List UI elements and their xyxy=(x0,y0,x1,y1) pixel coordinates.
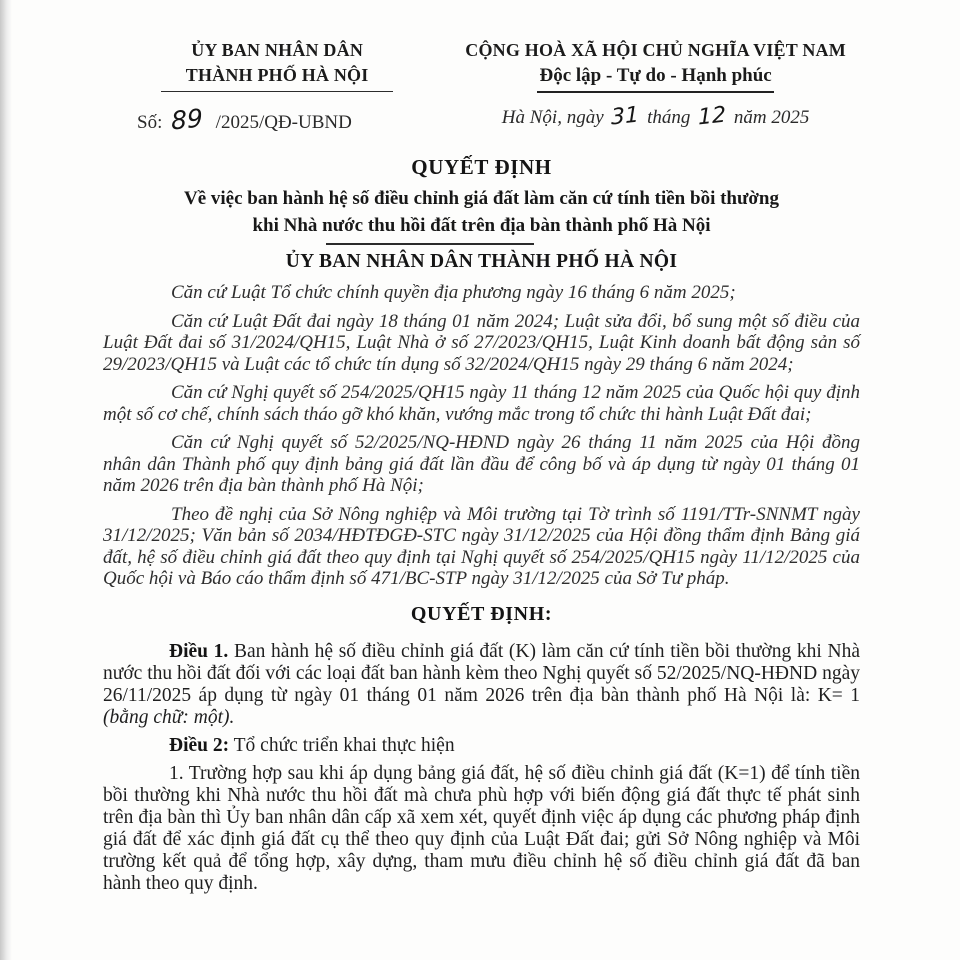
preamble-paragraph: Căn cứ Nghị quyết số 52/2025/NQ-HĐND ngày 26 tháng 11 năm 2025 của Hội đồng nhân dân Thành phố quy định bảng giá đất lần đầu để công bố và áp dụng từ ngày 01 tháng 01 năm 2026 trên địa bàn thành phố Hà Nội; xyxy=(103,432,860,496)
dateline-suffix: năm 2025 xyxy=(733,107,810,128)
document-type-title: QUYẾT ĐỊNH xyxy=(411,155,552,179)
article-1-label: Điều 1. xyxy=(169,640,229,662)
subject-separator-rule xyxy=(326,243,534,245)
article-1-italic-note: (bằng chữ: một). xyxy=(103,706,235,728)
preamble-paragraph: Căn cứ Nghị quyết số 254/2025/QH15 ngày 11 tháng 12 năm 2025 của Quốc hội quy định một số cơ chế, chính sách tháo gỡ khó khăn, vướng mắc trong tổ chức thi hành Luật Đất đai; xyxy=(103,382,860,425)
date-day-handwritten: 31 xyxy=(611,102,640,131)
dateline xyxy=(451,102,860,131)
issuing-authority-block xyxy=(103,38,451,134)
article-1-text: Ban hành hệ số điều chỉnh giá đất (K) làm căn cứ tính tiền bồi thường khi Nhà nước thu hồi đất đối với các loại đất ban hành kèm theo Nghị quyết số 52/2025/NQ-HĐND ngày 26/11/2025 áp dụng từ ngày 01 tháng 01 năm 2026 trên địa bàn thành phố Hà Nội là: K= 1 xyxy=(103,640,860,706)
motto-line1: CỘNG HOÀ XÃ HỘI CHỦ NGHĨA VIỆT NAM xyxy=(465,40,846,60)
subject-line1: Về việc ban hành hệ số điều chỉnh giá đất làm căn cứ tính tiền bồi thường xyxy=(184,188,779,209)
date-month-handwritten: 12 xyxy=(697,102,727,131)
subject-line2: khi Nhà nước thu hồi đất trên địa bàn thành phố Hà Nội xyxy=(252,215,711,236)
document-number-handwritten: 89 xyxy=(170,103,204,136)
deciding-authority: ỦY BAN NHÂN DÂN THÀNH PHỐ HÀ NỘI xyxy=(285,251,678,272)
motto-line2: Độc lập - Tự do - Hạnh phúc xyxy=(537,63,773,93)
national-motto-block xyxy=(451,38,860,134)
preamble-paragraph: Căn cứ Luật Tổ chức chính quyền địa phương ngày 16 tháng 6 năm 2025; xyxy=(171,282,736,303)
dateline-prefix: Hà Nội, ngày xyxy=(501,107,604,128)
preamble-paragraph: Căn cứ Luật Đất đai ngày 18 tháng 01 năm 2024; Luật sửa đổi, bổ sung một số điều của Luật Đất đai số 31/2024/QH15, Luật Nhà ở số 27/2023/QH15, Luật Kinh doanh bất động sản số 29/2023/QH15 và Luật các tổ chức tín dụng số 32/2024/QH15 ngày 29 tháng 6 năm 2024; xyxy=(103,310,860,375)
article-2-text: Tổ chức triển khai thực hiện xyxy=(229,734,455,756)
document-number-line xyxy=(103,103,451,136)
preamble-paragraph: Theo đề nghị của Sở Nông nghiệp và Môi trường tại Tờ trình số 1191/TTr-SNNMT ngày 31/12/2025; Văn bản số 2034/HĐTĐGĐ-STC ngày 31/12/2025 của Hội đồng thẩm định Bảng giá đất, hệ số điều chỉnh giá đất theo quy định tại Nghị quyết số 254/2025/QH15 ngày 11/12/2025 của Quốc hội và Báo cáo thẩm định số 471/BC-STP ngày 31/12/2025 của Sở Tư pháp. xyxy=(103,503,860,589)
issuer-name-line1: ỦY BAN NHÂN DÂN xyxy=(191,40,364,60)
document-content xyxy=(103,38,860,901)
issuer-underline xyxy=(161,91,393,92)
document-subject xyxy=(103,185,860,239)
document-header xyxy=(103,38,860,134)
article-1 xyxy=(103,641,860,729)
dateline-mid: tháng xyxy=(647,107,691,128)
article-2 xyxy=(103,735,860,757)
scan-left-edge xyxy=(0,0,12,960)
document-number-label: Số: xyxy=(137,112,163,133)
issuer-name-line2: THÀNH PHỐ HÀ NỘI xyxy=(185,65,369,85)
decree-heading: QUYẾT ĐỊNH: xyxy=(410,602,553,625)
article-2-point-1: 1. Trường hợp sau khi áp dụng bảng giá đất, hệ số điều chỉnh giá đất (K=1) để tính tiền bồi thường khi Nhà nước thu hồi đất mà chưa phù hợp với biến động giá đất thực tế phát sinh trên địa bàn thì Ủy ban nhân dân cấp xã xem xét, quyết định việc áp dụng các phương pháp định giá đất để xác định giá đất cụ thể theo quy định của Luật Đất đai; gửi Sở Nông nghiệp và Môi trường kết quả để tổng hợp, xây dựng, tham mưu điều chỉnh hệ số điều chỉnh giá đất đã ban hành theo quy định. xyxy=(103,762,860,894)
document-number-suffix: /2025/QĐ-UBND xyxy=(215,112,352,133)
article-2-label: Điều 2: xyxy=(169,734,230,756)
